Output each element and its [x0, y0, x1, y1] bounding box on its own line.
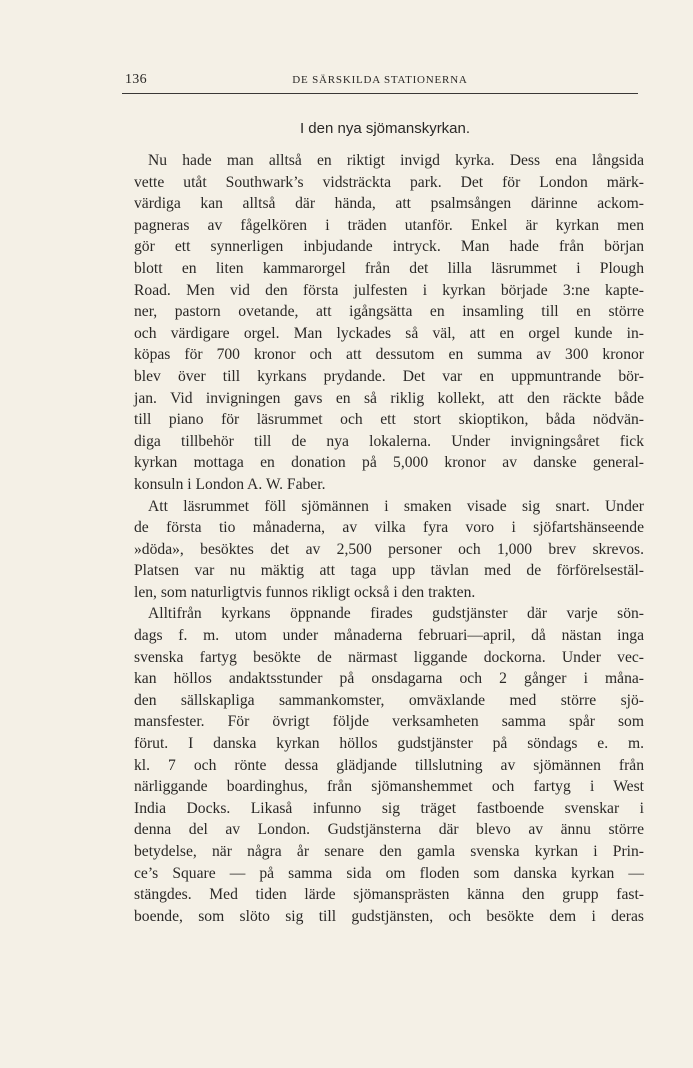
text-line: dags f. m. utom under månaderna februari—april, då nästan inga [134, 627, 644, 645]
text-line: »döda», besöktes det av 2,500 personer och 1,000 brev skrevos. [134, 540, 644, 558]
text-line: ce’s Square — på samma sida om floden som danska kyrkan — [134, 864, 644, 882]
text-line: köpas för 700 kronor och att dessutom en summa av 300 kronor [134, 346, 644, 364]
text-line: de första tio månaderna, av vilka fyra voro i sjöfartshänseende [134, 519, 644, 537]
text-line: jan. Vid invigningen gavs en så riklig kollekt, att den räckte både [134, 389, 644, 407]
text-line: kan höllos andaktsstunder på onsdagarna och 2 gånger i måna- [134, 670, 644, 688]
text-line: boende, som slöto sig till gudstjänsten, och besökte dem i deras [134, 907, 644, 925]
text-line: värdiga kan alltså där hända, att psalmsången därinne ackom- [134, 195, 644, 213]
text-line: Att läsrummet föll sjömännen i smaken visade sig snart. Under [148, 497, 644, 515]
text-line: blott en liten kammarorgel från det lilla läsrummet i Plough [134, 259, 644, 277]
page-header [122, 72, 638, 92]
text-line: Platsen var nu mäktig att taga upp tävlan med de förförelsestäl- [134, 562, 644, 580]
text-line: gör ett synnerligen inbjudande intryck. Man hade från början [134, 238, 644, 256]
text-line: blev över till kyrkans prydande. Det var en uppmuntrande bör- [134, 367, 644, 385]
text-line: närliggande boardinghus, från sjömanshemmet och fartyg i West [134, 778, 644, 796]
running-head: DE SÄRSKILDA STATIONERNA [292, 74, 468, 86]
text-line: och värdigare orgel. Man lyckades så väl, att en orgel kunde in- [134, 324, 644, 342]
text-line: mansfester. För övrigt följde verksamheten samma spår som [134, 713, 644, 731]
text-line: kyrkan mottaga en donation på 5,000 kronor av danske general- [134, 454, 644, 472]
page-number: 136 [125, 72, 147, 87]
text-line: svenska fartyg besökte de närmast liggande dockorna. Under vec- [134, 648, 644, 666]
text-line: denna del av London. Gudstjänsterna där blevo av ännu större [134, 821, 644, 839]
text-line: Road. Men vid den första julfesten i kyrkan började 3:ne kapte- [134, 281, 644, 299]
header-rule [122, 93, 638, 94]
body-text [134, 150, 644, 927]
text-line: den sällskapliga sammankomster, omväxlande med större sjö- [134, 691, 644, 709]
text-line: Alltifrån kyrkans öppnande firades gudstjänster där varje sön- [148, 605, 644, 623]
text-line: konsuln i London A. W. Faber. [134, 475, 326, 493]
section-title: I den nya sjömanskyrkan. [299, 120, 471, 137]
text-line: vette utåt Southwark’s vidsträckta park. Det för London märk- [134, 173, 644, 191]
text-line: ner, pastorn ovetande, att igångsätta en insamling till en större [134, 303, 644, 321]
text-line: India Docks. Likaså infunno sig träget fastboende svenskar i [134, 799, 644, 817]
text-line: betydelse, när några år senare den gamla svenska kyrkan i Prin- [134, 843, 644, 860]
text-line: till piano för läsrummet och ett stort skioptikon, båda nödvän- [134, 411, 644, 429]
text-line: stängdes. Med tiden lärde sjömansprästen känna den grupp fast- [134, 886, 644, 904]
text-line: pagneras av fågelkören i träden utanför. Enkel är kyrkan men [134, 216, 644, 234]
text-line: förut. I danska kyrkan höllos gudstjänster på söndags e. m. [134, 735, 644, 753]
text-line: diga tillbehör till de nya lokalerna. Under invigningsåret fick [134, 432, 644, 450]
text-line: kl. 7 och rönte dessa glädjande tillslutning av sjömännen från [134, 756, 644, 774]
text-line: Nu hade man alltså en riktigt invigd kyrka. Dess ena långsida [148, 152, 644, 169]
text-line: len, som naturligtvis funnos rikligt också i den trakten. [134, 583, 476, 601]
